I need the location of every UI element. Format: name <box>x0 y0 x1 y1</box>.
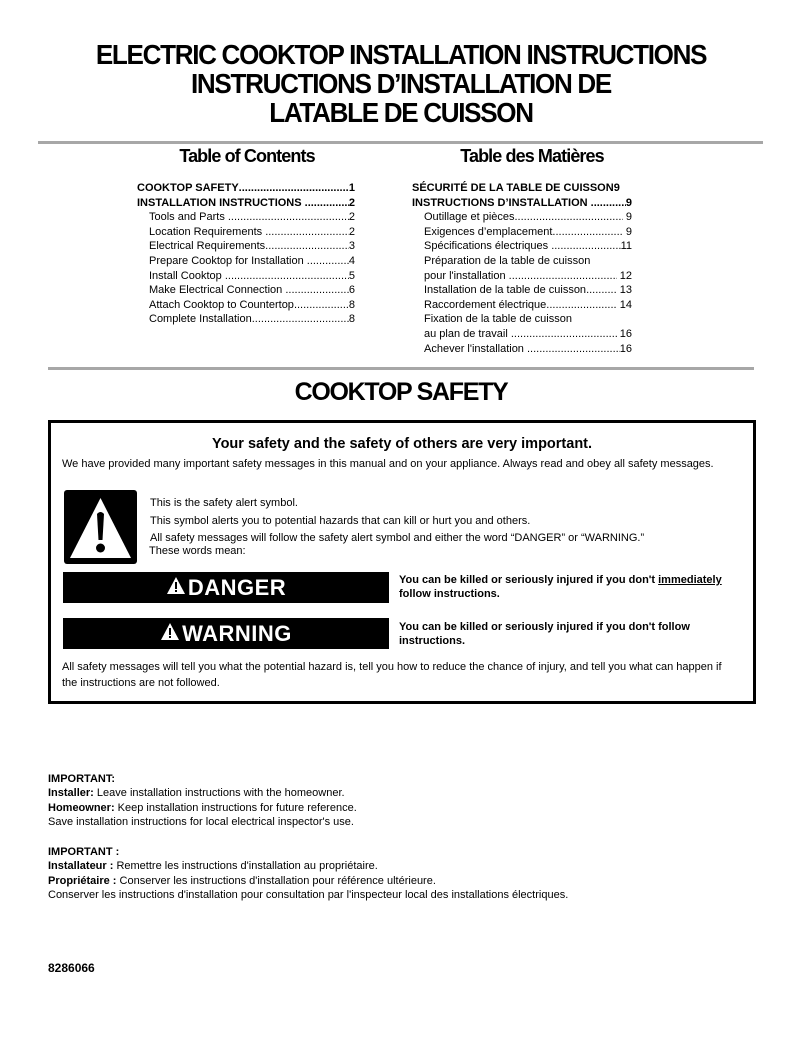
toc-entry[interactable]: Préparation de la table de cuisson pour l'installation ..... 12 <box>412 254 632 283</box>
document-title <box>28 40 774 127</box>
toc-entry[interactable]: INSTRUCTIONS D’INSTALLATION ..... 9 <box>412 196 632 211</box>
toc-entry[interactable]: INSTALLATION INSTRUCTIONS ..... 2 <box>137 196 355 211</box>
toc-entry[interactable]: Electrical Requirements ..... 3 <box>137 239 355 254</box>
toc-entry[interactable]: Prepare Cooktop for Installation ..... 4 <box>137 254 355 269</box>
safety-box-heading: Your safety and the safety of others are very important. <box>211 436 593 452</box>
warning-label-bar <box>63 618 389 649</box>
danger-label: DANGER <box>187 574 287 600</box>
warning-triangle-icon <box>160 621 180 647</box>
symbol-line-2: This symbol alerts you to potential hazards that can kill or hurt you and others. <box>150 515 531 527</box>
important-en-line: Save installation instructions for local electrical inspector's use. <box>48 816 354 829</box>
toc-entry[interactable]: Make Electrical Connection ..... 6 <box>137 283 355 298</box>
warning-label: WARNING <box>182 620 292 646</box>
important-fr <box>48 845 568 903</box>
warning-triangle-icon <box>166 575 186 601</box>
important-fr-line: Conserver les instructions d'installation pour consultation par l'inspecteur local des installations électriques. <box>48 889 569 902</box>
toc-fr-heading: Table des Matières <box>460 146 604 166</box>
warning-description: You can be killed or seriously injured if you don't follow instructions. <box>399 621 690 647</box>
important-en-heading: IMPORTANT: <box>48 773 116 785</box>
toc-fr <box>412 181 632 356</box>
important-en-line: Installer: Leave installation instructions with the homeowner. <box>48 787 345 800</box>
important-fr-heading: IMPORTANT : <box>48 846 120 858</box>
toc-en-heading: Table of Contents <box>179 146 315 166</box>
safety-intro: We have provided many important safety messages in this manual and on your appliance. Always read and obey all safety messages. <box>62 458 714 470</box>
important-en-line: Homeowner: Keep installation instructions for future reference. <box>48 801 357 814</box>
danger-label-bar <box>63 572 389 603</box>
important-fr-line: Propriétaire : Conserver les instructions d'installation pour référence ultérieure. <box>48 874 436 887</box>
toc-entry[interactable]: SÉCURITÉ DE LA TABLE DE CUISSON 9 <box>412 182 620 194</box>
toc-entry[interactable]: Install Cooktop ..... 5 <box>137 269 355 284</box>
toc-entry[interactable]: Spécifications électriques ..... 11 <box>412 239 632 254</box>
toc-entry[interactable]: Outillage et pièces ..... 9 <box>412 210 632 225</box>
safety-closing: All safety messages will tell you what the potential hazard is, tell you how to reduce the chance of injury, and tell you what can happen if the instructions are not followed. <box>62 661 722 689</box>
important-fr-line: Installateur : Remettre les instructions d'installation au propriétaire. <box>48 860 378 873</box>
section-divider <box>48 367 754 370</box>
danger-description: You can be killed or seriously injured if you don't immediately follow instructions. <box>399 574 722 600</box>
symbol-line-3: All safety messages will follow the safety alert symbol and either the word “DANGER” or “WARNING.” <box>150 532 645 544</box>
section-title: COOKTOP SAFETY <box>294 378 508 406</box>
toc-entry[interactable]: Attach Cooktop to Countertop ..... 8 <box>137 298 355 313</box>
document-number: 8286066 <box>48 961 95 975</box>
toc-en <box>137 181 355 327</box>
toc-entry[interactable]: Exigences d’emplacement ..... 9 <box>412 225 632 240</box>
toc-entry[interactable]: Fixation de la table de cuisson au plan de travail ..... 16 <box>412 312 632 341</box>
title-line-3: LATABLE DE CUISSON <box>269 97 533 128</box>
safety-alert-icon <box>64 490 137 564</box>
symbol-line-1: This is the safety alert symbol. <box>150 497 298 509</box>
important-en <box>48 772 357 830</box>
title-line-2: INSTRUCTIONS D’INSTALLATION DE <box>190 68 612 99</box>
title-line-1: ELECTRIC COOKTOP INSTALLATION INSTRUCTIONS <box>95 39 707 70</box>
toc-entry[interactable]: Installation de la table de cuisson ..... 13 <box>412 283 632 298</box>
toc-entry[interactable]: COOKTOP SAFETY ..... 1 <box>137 181 355 196</box>
toc-entry[interactable]: Raccordement électrique ..... 14 <box>412 298 632 313</box>
toc-entry[interactable]: Location Requirements ..... 2 <box>137 225 355 240</box>
top-divider <box>38 141 763 144</box>
symbol-line-4: These words mean: <box>149 545 246 557</box>
safety-box <box>48 420 756 704</box>
toc-entry[interactable]: Complete Installation ..... 8 <box>137 312 355 327</box>
toc-entry[interactable]: Tools and Parts ..... 2 <box>137 210 355 225</box>
toc-entry[interactable]: Achever l'installation ..... 16 <box>412 342 632 357</box>
